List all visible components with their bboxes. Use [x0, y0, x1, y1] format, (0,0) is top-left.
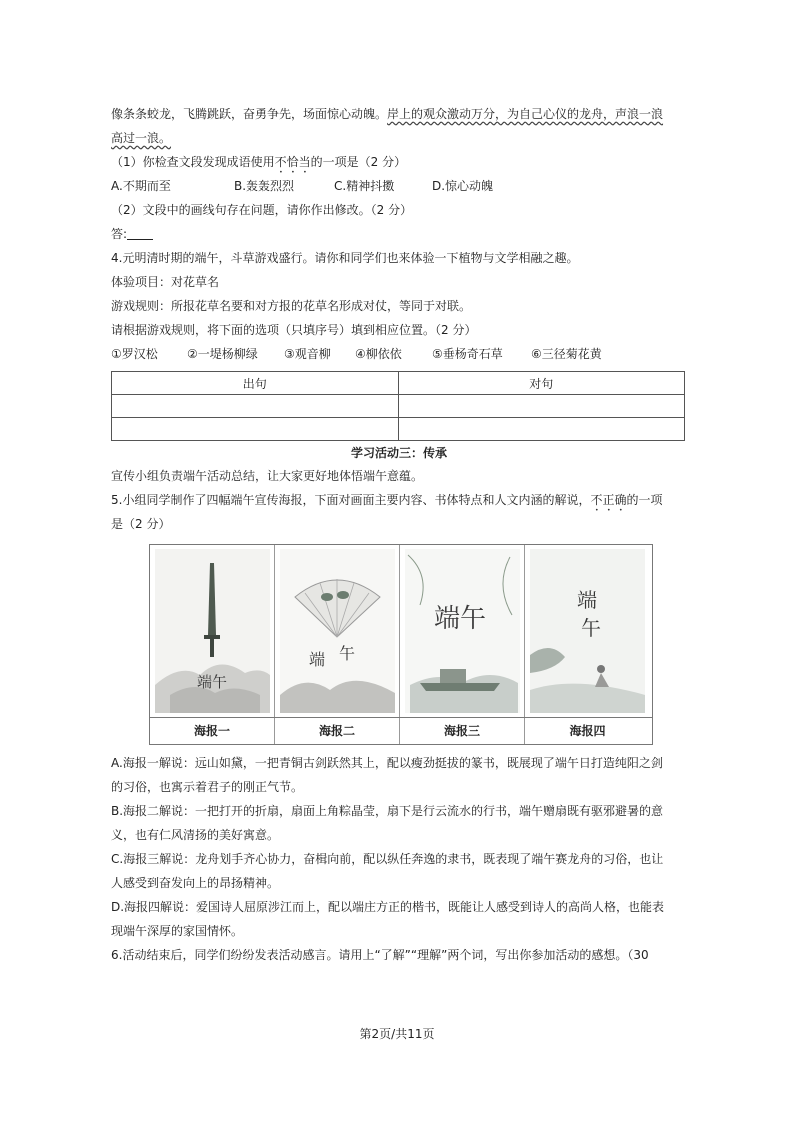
- answer-cell[interactable]: [112, 418, 399, 441]
- answer-cell[interactable]: [398, 418, 685, 441]
- q1-stem-text-end: 的一项是（2 分）: [310, 155, 407, 169]
- q1-option-d: D.惊心动魄: [432, 179, 494, 193]
- poster-1-text: 端午: [196, 673, 228, 691]
- q4-project: 体验项目：对花草名: [111, 275, 220, 289]
- q5-option-a-line1: A.海报一解说：远山如黛，一把青铜古剑跃然其上，配以瘦劲挺拔的篆书，既展现了端午日打造纯阳之剑: [111, 756, 663, 770]
- q1-option-c: C.精神抖擞: [334, 179, 395, 193]
- poster-4-image: [525, 545, 650, 717]
- q4-rule: 游戏规则：所报花草名要和对方报的花草名形成对仗，等同于对联。: [111, 299, 472, 313]
- poster-panel: [149, 544, 653, 745]
- poster-2-text-wu: 午: [338, 644, 356, 663]
- q5-option-c-line1: C.海报三解说：龙舟划手齐心协力，奋楫向前，配以纵任奔逸的隶书，既表现了端午赛龙舟的习俗，也让: [111, 852, 664, 866]
- underlined-sentence-end: 高过一浪。: [111, 131, 172, 145]
- answer-cell[interactable]: [398, 395, 685, 418]
- q1-option-a: A.不期而至: [111, 179, 171, 193]
- answer-label: 答:: [111, 227, 128, 241]
- q5-stem-text: 5.小组同学制作了四幅端午宣传海报，下面对画面主要内容、书体特点和人文内涵的解说，: [111, 493, 591, 507]
- poster-3-image: [400, 545, 525, 717]
- q4-option-4: ④柳依依: [355, 347, 402, 361]
- couplet-table: [111, 371, 685, 441]
- q2-stem: （2）文段中的画线句存在问题，请你作出修改。（2 分）: [111, 203, 413, 217]
- answer-blank[interactable]: [127, 225, 153, 240]
- q5-stem-line2: 是（2 分）: [111, 517, 171, 531]
- poster-2-caption: 海报二: [275, 718, 400, 744]
- poster-3-text: 端午: [433, 604, 487, 634]
- section-title: 学习活动三：传承: [350, 446, 447, 460]
- q4-instruction: 请根据游戏规则，将下面的选项（只填序号）填到相应位置。（2 分）: [111, 323, 477, 337]
- poster-4-text-wu: 午: [581, 616, 601, 640]
- q5-option-c-line2: 人感受到奋发向上的昂扬精神。: [111, 876, 280, 890]
- q4-option-3: ③观音柳: [284, 347, 331, 361]
- exam-page: [111, 102, 687, 967]
- poster-3-caption: 海报三: [400, 718, 525, 744]
- q4-option-6: ⑥三径菊花黄: [531, 347, 602, 361]
- q5-stem: [111, 488, 687, 512]
- q1-option-b: B.轰轰烈烈: [234, 179, 295, 193]
- paragraph-line-2: [111, 126, 687, 150]
- poster-2-image: [275, 545, 400, 717]
- header-chuju: 出句: [112, 372, 399, 395]
- poster-1-image: [150, 545, 275, 717]
- paragraph-text: 像条条蛟龙，飞腾跳跃，奋勇争先，场面惊心动魄。: [111, 107, 388, 121]
- q1-options: [111, 174, 687, 198]
- poster-2-text-duan: 端: [308, 650, 326, 669]
- q5-option-d-line2: 现端午深厚的家国情怀。: [111, 924, 244, 938]
- q1-stem-text: （1）你检查文段发现成语使用: [111, 155, 275, 169]
- q5-option-a-line2: 的习俗，也寓示着君子的刚正气节。: [111, 780, 304, 794]
- q5-option-d-line1: D.海报四解说：爱国诗人屈原涉江而上，配以端庄方正的楷书，既能让人感受到诗人的高尚人格，也能表: [111, 900, 665, 914]
- q4-option-1: ①罗汉松: [111, 347, 158, 361]
- q5-option-b-line2: 义，也有仁风清扬的美好寓意。: [111, 828, 280, 842]
- q2-answer: [111, 222, 687, 246]
- q5-option-b-line1: B.海报二解说：一把打开的折扇，扇面上角粽晶莹，扇下是行云流水的行书，端午赠扇既有驱邪避暑的意: [111, 804, 664, 818]
- poster-4-caption: 海报四: [569, 724, 606, 738]
- poster-4-text-duan: 端: [577, 588, 597, 612]
- q6-stem: 6.活动结束后，同学们纷纷发表活动感言。请用上“了解”“理解”两个词，写出你参加活动的感想。（30: [111, 948, 649, 962]
- section-intro: 宣传小组负责端午活动总结，让大家更好地体悟端午意蕴。: [111, 469, 424, 483]
- paragraph-line-1: [111, 102, 687, 126]
- answer-cell[interactable]: [112, 395, 399, 418]
- q1-emphasis: 不恰当: [274, 155, 311, 169]
- header-duiju: 对句: [398, 372, 685, 395]
- underlined-sentence: 岸上的观众激动万分，为自己心仪的龙舟，声浪一浪: [387, 107, 664, 121]
- q4-option-5: ⑤垂杨奇石草: [432, 347, 503, 361]
- q1-stem: [111, 150, 687, 174]
- q5-stem-text-end: 的一项: [626, 493, 663, 507]
- page-footer: 第2页/共11页: [359, 1027, 435, 1041]
- q4-intro: 4.元明清时期的端午，斗草游戏盛行。请你和同学们也来体验一下植物与文学相融之趣。: [111, 251, 579, 265]
- q5-emphasis: 不正确: [590, 493, 627, 507]
- q4-options: [111, 342, 687, 366]
- q4-option-2: ②一堤杨柳绿: [187, 347, 258, 361]
- poster-1-caption: 海报一: [150, 718, 275, 744]
